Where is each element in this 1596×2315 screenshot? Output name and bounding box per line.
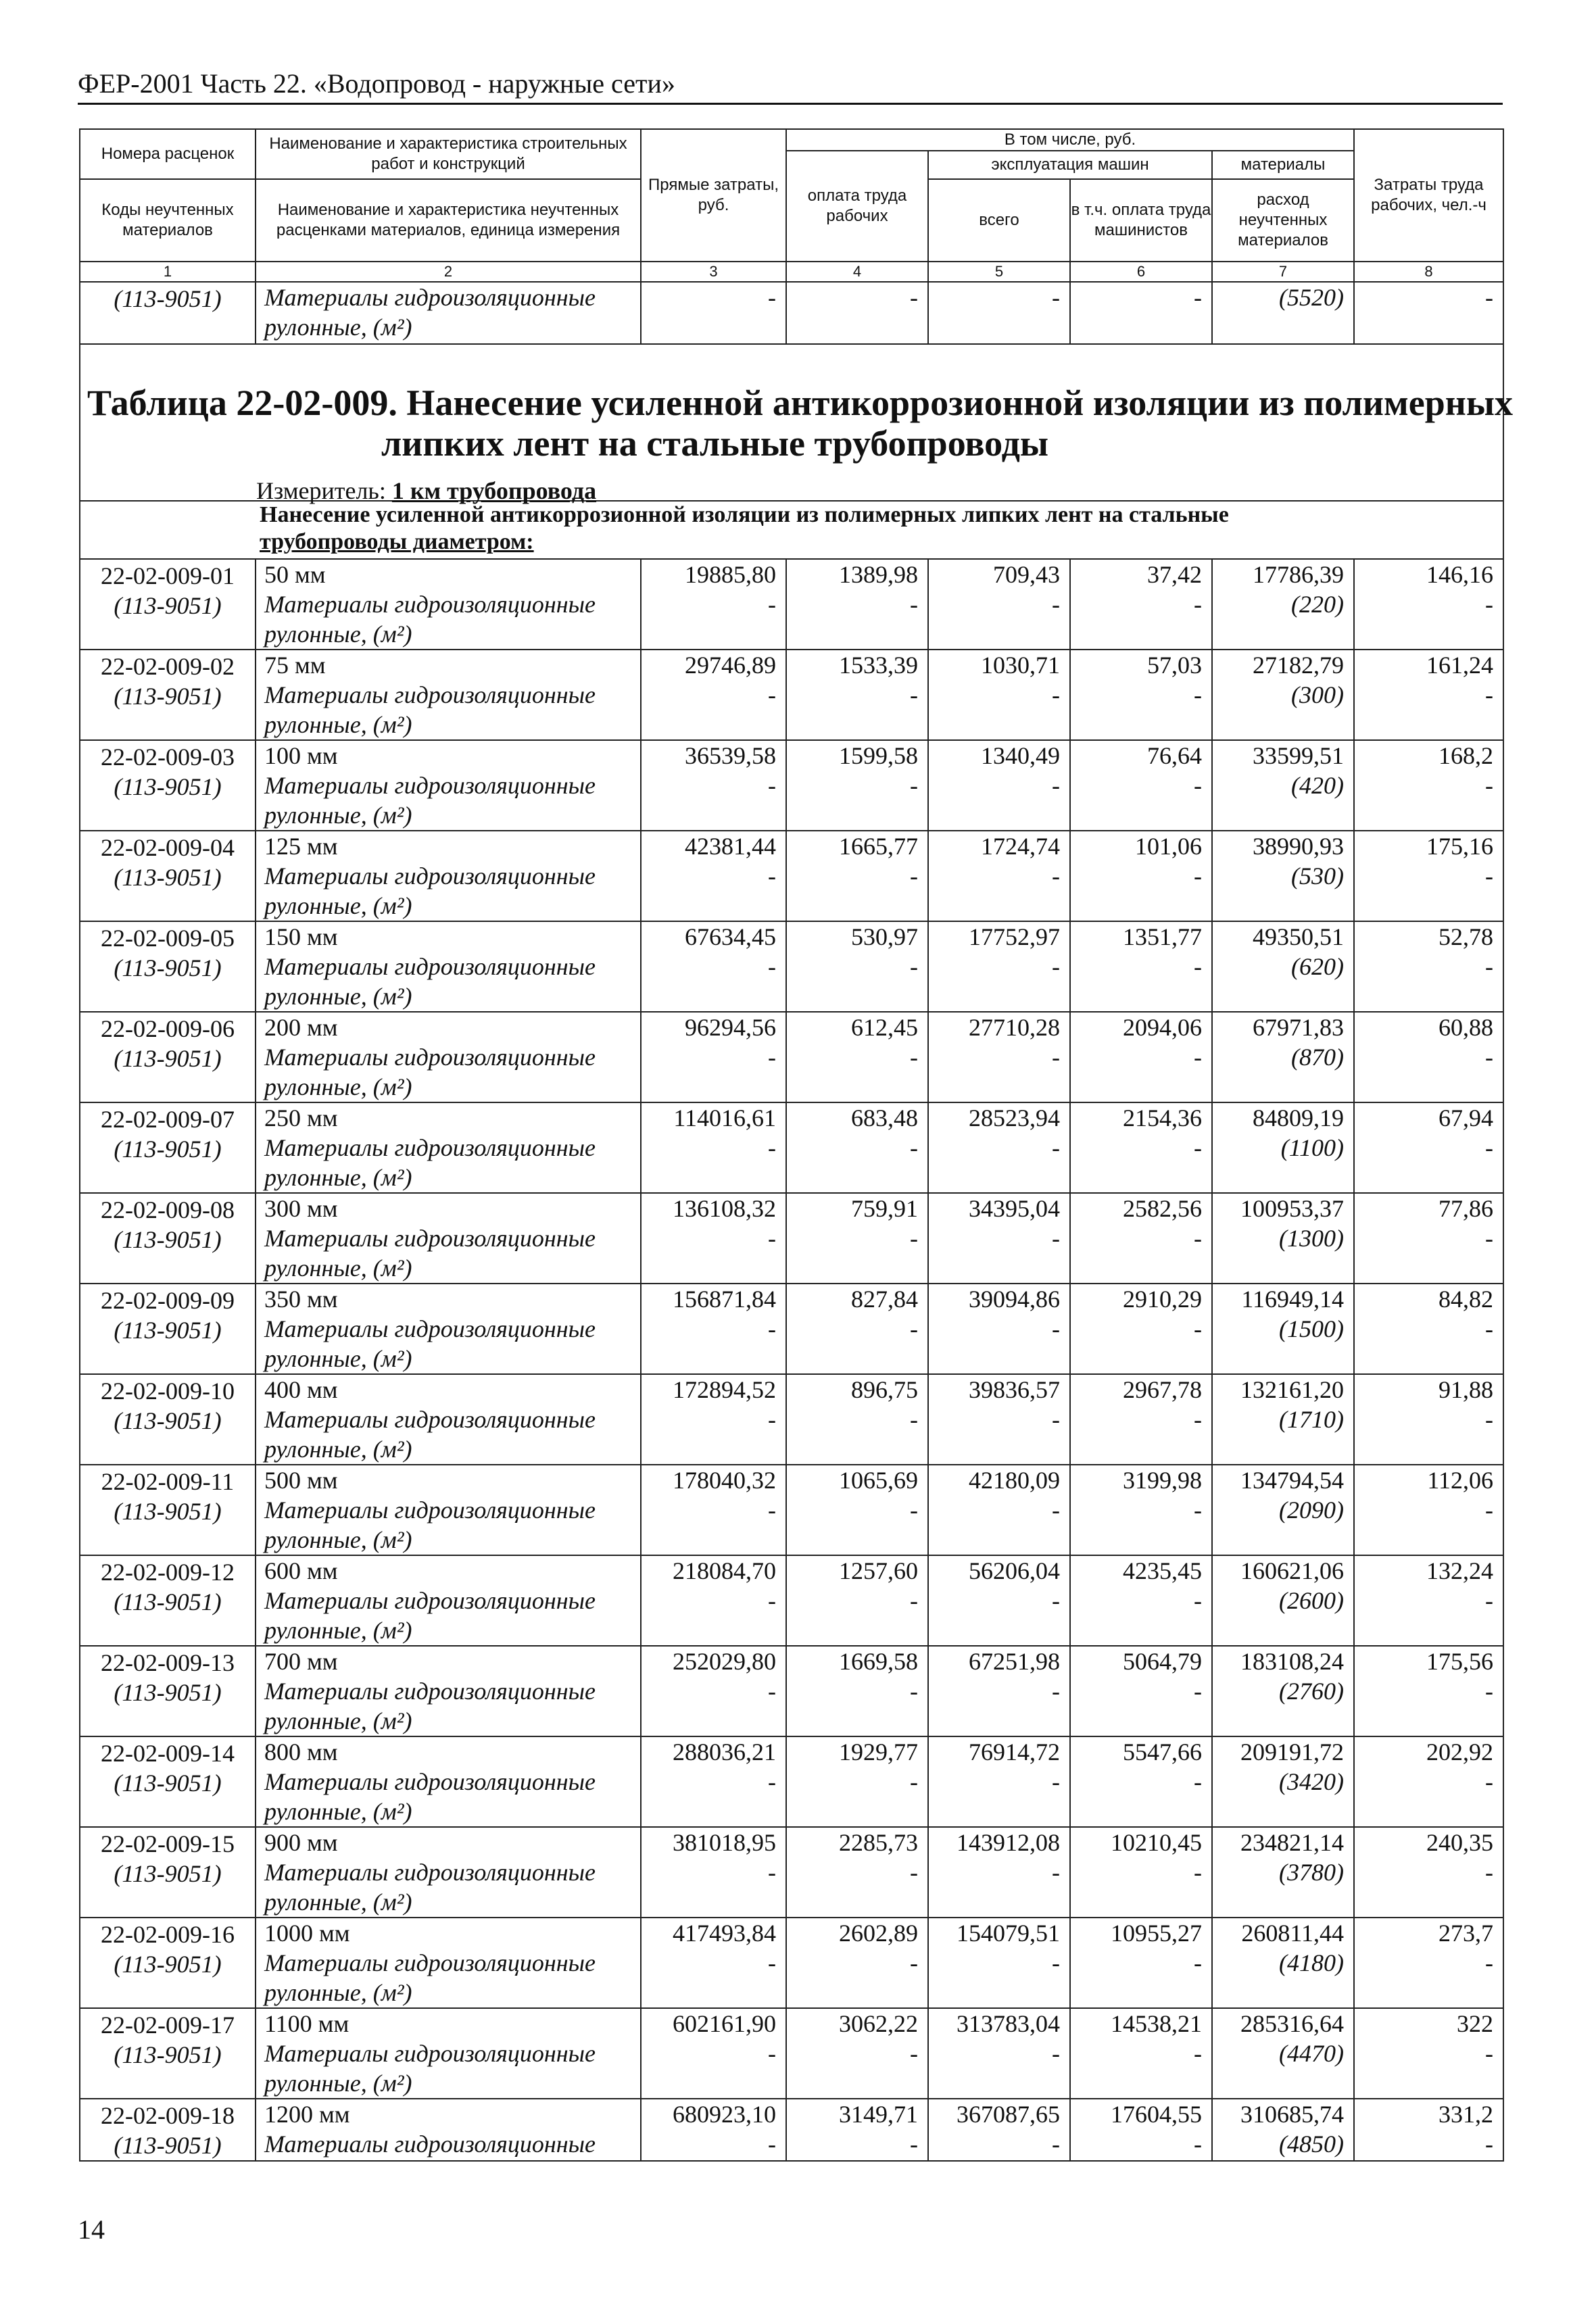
header-material-codes: Коды неучтенных материалов [80,179,256,262]
rate-code-cell [80,1102,256,1193]
table-header [80,129,1503,282]
header-machinists: в т.ч. оплата труда машинистов [1070,179,1212,262]
machines-total: 1030,71 - [928,650,1070,740]
labor-pay: 3062,22 - [786,2008,928,2099]
diameter: 1000 мм [264,1920,350,1947]
material-code: (113-9051) [114,1588,222,1615]
material-name: Материалы гидроизоляционные рулонные, (м²) [264,591,596,648]
material-code: (113-9051) [114,1045,222,1072]
machines-total: 367087,65 - [928,2099,1070,2161]
work-name-cell [256,1284,641,1374]
rate-code: 22-02-009-17 [101,2012,235,2039]
header-num: 7 [1212,262,1354,282]
table-title-cell [80,344,1514,504]
header-direct-costs: Прямые затраты, руб. [641,129,786,262]
rate-code: 22-02-009-05 [101,925,235,952]
work-name-cell [256,2099,641,2161]
material-quantity: (4470) [1279,2040,1345,2067]
material-quantity: (3420) [1279,1768,1345,1795]
material-code: (113-9051) [114,1226,222,1253]
machines-total: 143912,08 - [928,1827,1070,1918]
diameter: 1100 мм [264,2010,349,2037]
material-quantity: (2090) [1279,1496,1345,1524]
rate-code-cell [80,2008,256,2099]
material-code: (113-9051) [114,1679,222,1706]
labor-hours: 60,88 - [1354,1012,1503,1102]
machines-total: 313783,04 - [928,2008,1070,2099]
direct-costs: - [641,282,786,344]
labor-pay: 683,48 - [786,1102,928,1193]
table-row [80,1465,1503,1555]
materials-cost: 132161,20 (1710) [1212,1374,1354,1465]
rate-code-cell [80,650,256,740]
rate-code-cell [80,1736,256,1827]
header-num: 3 [641,262,786,282]
rate-code: 22-02-009-12 [101,1559,235,1586]
labor-pay: - [786,282,928,344]
material-quantity: (530) [1291,862,1345,890]
labor-hours: 112,06 - [1354,1465,1503,1555]
machinists-pay: 10955,27 - [1070,1918,1212,2008]
table-row [80,1102,1503,1193]
machinists-pay: 2094,06 - [1070,1012,1212,1102]
work-name-cell [256,1012,641,1102]
material-name: Материалы гидроизоляционные [264,2130,596,2158]
machines-total: 27710,28 - [928,1012,1070,1102]
materials-cost: 209191,72 (3420) [1212,1736,1354,1827]
material-name: Материалы гидроизоляционные рулонные, (м²) [264,1225,596,1282]
rate-code: 22-02-009-14 [101,1740,235,1767]
rate-code: 22-02-009-16 [101,1921,235,1948]
material-code: (113-9051) [114,1136,222,1163]
material-code: (113-9051) [114,2132,222,2159]
materials-cost: (5520) [1212,282,1354,344]
rate-code-cell [80,1555,256,1646]
direct-costs: 136108,32 - [641,1193,786,1284]
materials-cost: 234821,14 (3780) [1212,1827,1354,1918]
rate-code-cell [80,1193,256,1284]
machines-total: 709,43 - [928,559,1070,650]
labor-pay: 1065,69 - [786,1465,928,1555]
labor-pay: 896,75 - [786,1374,928,1465]
diameter: 150 мм [264,923,338,950]
rate-code-cell [80,740,256,831]
rate-code: 22-02-009-09 [101,1287,235,1314]
diameter: 75 мм [264,652,326,679]
header-including: В том числе, руб. [786,129,1354,151]
labor-pay: 1389,98 - [786,559,928,650]
material-name: Материалы гидроизоляционные рулонные, (м²) [264,1678,596,1734]
diameter: 500 мм [264,1467,338,1494]
machinists-pay: 57,03 - [1070,650,1212,740]
direct-costs: 417493,84 - [641,1918,786,2008]
direct-costs: 178040,32 - [641,1465,786,1555]
rate-code-cell [80,2099,256,2161]
measure-unit: Измеритель: 1 км трубопровода [256,477,597,504]
work-name-cell [256,1102,641,1193]
labor-hours: 331,2 - [1354,2099,1503,2161]
labor-hours: 146,16 - [1354,559,1503,650]
labor-pay: 3149,71 - [786,2099,928,2161]
table-row [80,2008,1503,2099]
header-num: 8 [1354,262,1503,282]
materials-cost: 38990,93 (530) [1212,831,1354,921]
machines-total: 34395,04 - [928,1193,1070,1284]
rate-code: 22-02-009-04 [101,834,235,861]
table-row [80,650,1503,740]
material-quantity: (420) [1291,772,1345,799]
table-row [80,1736,1503,1827]
machinists-pay: 14538,21 - [1070,2008,1212,2099]
work-name-cell [256,1193,641,1284]
materials-cost: 183108,24 (2760) [1212,1646,1354,1736]
materials-cost: 160621,06 (2600) [1212,1555,1354,1646]
work-name-cell [256,559,641,650]
direct-costs: 36539,58 - [641,740,786,831]
machinists-pay: 5547,66 - [1070,1736,1212,1827]
table-row [80,1555,1503,1646]
machinists-pay: 2910,29 - [1070,1284,1212,1374]
table-title: Таблица 22-02-009. Нанесение усиленной антикоррозионной изоляции из полимерных [87,383,1514,423]
labor-hours: 132,24 - [1354,1555,1503,1646]
work-name-cell [256,921,641,1012]
header-num: 4 [786,262,928,282]
material-code: (113-9051) [114,1407,222,1434]
machinists-pay: - [1070,282,1212,344]
material-name: Материалы гидроизоляционные рулонные, (м²) [264,1315,596,1372]
material-name: Материалы гидроизоляционные рулонные, (м²) [264,1496,596,1553]
table-row [80,1827,1503,1918]
material-name: Материалы гидроизоляционные рулонные, (м²) [264,953,596,1010]
machines-total: 39094,86 - [928,1284,1070,1374]
header-rule [78,103,1503,105]
materials-cost: 17786,39 (220) [1212,559,1354,650]
material-quantity: (4850) [1279,2130,1345,2158]
table-row [80,921,1503,1012]
rate-code: 22-02-009-13 [101,1649,235,1676]
material-code: (113-9051) [114,683,222,710]
rate-code: 22-02-009-03 [101,744,235,771]
direct-costs: 172894,52 - [641,1374,786,1465]
material-code: (113-9051) [114,1951,222,1978]
labor-pay: 827,84 - [786,1284,928,1374]
table-row [80,740,1503,831]
material-name: Материалы гидроизоляционные рулонные, (м²) [264,1587,596,1644]
header-work-name: Наименование и характеристика строительных работ и конструкций [256,129,641,179]
table-row [80,1918,1503,2008]
header-num: 1 [80,262,256,282]
work-name-cell [256,1827,641,1918]
rates-table [79,128,1514,2162]
material-quantity: (4180) [1279,1949,1345,1976]
direct-costs: 67634,45 - [641,921,786,1012]
material-quantity: (2760) [1279,1678,1345,1705]
direct-costs: 29746,89 - [641,650,786,740]
labor-pay: 1665,77 - [786,831,928,921]
page-number: 14 [78,2214,105,2245]
materials-cost: 67971,83 (870) [1212,1012,1354,1102]
rate-code-cell [80,1012,256,1102]
diameter: 300 мм [264,1195,338,1222]
material-quantity: (300) [1291,681,1345,708]
material-code: (113-9051) [114,1317,222,1344]
rate-code: 22-02-009-10 [101,1378,235,1405]
direct-costs: 288036,21 - [641,1736,786,1827]
running-head: ФЕР-2001 Часть 22. «Водопровод - наружные сети» [78,68,675,99]
material-name: Материалы гидроизоляционные рулонные, (м²) [256,282,641,344]
machines-total: - [928,282,1070,344]
material-name: Материалы гидроизоляционные рулонные, (м²) [264,1768,596,1825]
material-name: Материалы гидроизоляционные рулонные, (м²) [264,1949,596,2006]
rate-code-cell [80,1465,256,1555]
rate-code: 22-02-009-06 [101,1015,235,1042]
work-name-cell [256,831,641,921]
group-heading: Нанесение усиленной антикоррозионной изоляции из полимерных липких лент на стальные трубопроводы диаметром: [80,501,1503,559]
labor-hours: 175,56 - [1354,1646,1503,1736]
material-code: (113-9051) [114,2041,222,2068]
header-labor-cost: Затраты труда рабочих, чел.-ч [1354,129,1503,262]
materials-cost: 116949,14 (1500) [1212,1284,1354,1374]
material-quantity: (3780) [1279,1859,1345,1886]
material-quantity: (870) [1291,1044,1345,1071]
work-name-cell [256,1555,641,1646]
labor-hours: 52,78 - [1354,921,1503,1012]
table-row [80,1193,1503,1284]
diameter: 350 мм [264,1286,338,1313]
material-quantity: (620) [1291,953,1345,980]
machines-total: 42180,09 - [928,1465,1070,1555]
material-code: (113-9051) [114,773,222,800]
rate-code: 22-02-009-02 [101,653,235,680]
machines-total: 76914,72 - [928,1736,1070,1827]
machinists-pay: 2967,78 - [1070,1374,1212,1465]
table-row [80,2099,1503,2161]
direct-costs: 114016,61 - [641,1102,786,1193]
labor-hours: 202,92 - [1354,1736,1503,1827]
machinists-pay: 10210,45 - [1070,1827,1212,1918]
material-code: (113-9051) [114,1770,222,1797]
machinists-pay: 37,42 - [1070,559,1212,650]
machines-total: 1724,74 - [928,831,1070,921]
work-name-cell [256,650,641,740]
header-rate-numbers: Номера расценок [80,129,256,179]
machinists-pay: 17604,55 - [1070,2099,1212,2161]
labor-pay: 2602,89 - [786,1918,928,2008]
machinists-pay: 2154,36 - [1070,1102,1212,1193]
labor-hours: 240,35 - [1354,1827,1503,1918]
work-name-cell [256,1465,641,1555]
material-code: (113-9051) [80,282,256,344]
materials-cost: 285316,64 (4470) [1212,2008,1354,2099]
diameter: 900 мм [264,1829,338,1856]
labor-pay: 1669,58 - [786,1646,928,1736]
materials-cost: 33599,51 (420) [1212,740,1354,831]
machines-total: 67251,98 - [928,1646,1070,1736]
diameter: 1200 мм [264,2101,350,2128]
material-code: (113-9051) [114,1498,222,1525]
table-row [80,831,1503,921]
header-labor-pay: оплата труда рабочих [786,151,928,262]
group-heading-row [80,501,1503,559]
labor-hours: 91,88 - [1354,1374,1503,1465]
table-row [80,1012,1503,1102]
machines-total: 154079,51 - [928,1918,1070,2008]
machines-total: 28523,94 - [928,1102,1070,1193]
material-quantity: (1100) [1280,1134,1345,1161]
direct-costs: 42381,44 - [641,831,786,921]
direct-costs: 602161,90 - [641,2008,786,2099]
direct-costs: 680923,10 - [641,2099,786,2161]
work-name-cell [256,740,641,831]
direct-costs: 156871,84 - [641,1284,786,1374]
material-name: Материалы гидроизоляционные рулонные, (м²) [264,862,596,919]
diameter: 700 мм [264,1648,338,1675]
diameter: 200 мм [264,1014,338,1041]
material-code: (113-9051) [114,1860,222,1887]
diameter: 400 мм [264,1376,338,1403]
rate-code-cell [80,1918,256,2008]
machinists-pay: 3199,98 - [1070,1465,1212,1555]
material-quantity: (220) [1291,591,1345,618]
rate-code-cell [80,831,256,921]
material-name: Материалы гидроизоляционные рулонные, (м²) [264,1044,596,1100]
rate-code-cell [80,1646,256,1736]
machinists-pay: 76,64 - [1070,740,1212,831]
labor-pay: 1929,77 - [786,1736,928,1827]
header-num: 6 [1070,262,1212,282]
rate-code-cell [80,559,256,650]
labor-pay: 2285,73 - [786,1827,928,1918]
work-name-cell [256,1918,641,2008]
materials-cost: 84809,19 (1100) [1212,1102,1354,1193]
material-quantity: (1500) [1279,1315,1345,1342]
rate-code: 22-02-009-01 [101,562,235,589]
work-name-cell [256,2008,641,2099]
diameter: 100 мм [264,742,338,769]
rate-code-cell [80,921,256,1012]
diameter: 250 мм [264,1104,338,1131]
direct-costs: 218084,70 - [641,1555,786,1646]
materials-cost: 49350,51 (620) [1212,921,1354,1012]
header-materials: материалы [1212,151,1354,179]
header-materials-use: расход неучтенных материалов [1212,179,1354,262]
rate-code: 22-02-009-15 [101,1830,235,1857]
direct-costs: 252029,80 - [641,1646,786,1736]
labor-hours: 322 - [1354,2008,1503,2099]
rate-code-cell [80,1827,256,1918]
diameter: 50 мм [264,561,326,588]
machinists-pay: 1351,77 - [1070,921,1212,1012]
header-material-names: Наименование и характеристика неучтенных расценками материалов, единица измерения [256,179,641,262]
rate-code: 22-02-009-18 [101,2102,235,2129]
machines-total: 39836,57 - [928,1374,1070,1465]
material-quantity: (2600) [1279,1587,1345,1614]
pre-table-row [80,282,1503,344]
work-name-cell [256,1374,641,1465]
material-name: Материалы гидроизоляционные рулонные, (м²) [264,1859,596,1916]
table-title-row [80,344,1503,501]
materials-cost: 134794,54 (2090) [1212,1465,1354,1555]
header-machines: эксплуатация машин [928,151,1212,179]
header-num: 2 [256,262,641,282]
material-name: Материалы гидроизоляционные рулонные, (м²) [264,1406,596,1463]
material-code: (113-9051) [114,592,222,619]
labor-pay: 1599,58 - [786,740,928,831]
labor-pay: 530,97 - [786,921,928,1012]
materials-cost: 260811,44 (4180) [1212,1918,1354,2008]
materials-cost: 27182,79 (300) [1212,650,1354,740]
machinists-pay: 101,06 - [1070,831,1212,921]
material-name: Материалы гидроизоляционные рулонные, (м²) [264,681,596,738]
material-name: Материалы гидроизоляционные рулонные, (м²) [264,772,596,829]
labor-pay: 612,45 - [786,1012,928,1102]
header-num: 5 [928,262,1070,282]
labor-hours: 84,82 - [1354,1284,1503,1374]
labor-hours: 175,16 - [1354,831,1503,921]
direct-costs: 96294,56 - [641,1012,786,1102]
labor-pay: 1257,60 - [786,1555,928,1646]
labor-hours: 67,94 - [1354,1102,1503,1193]
machines-total: 17752,97 - [928,921,1070,1012]
work-name-cell [256,1646,641,1736]
table-row [80,1374,1503,1465]
table-title-continued: липких лент на стальные трубопроводы [381,423,1049,464]
rate-code: 22-02-009-08 [101,1196,235,1223]
material-quantity: (1710) [1279,1406,1345,1433]
rate-code-cell [80,1374,256,1465]
header-machines-total: всего [928,179,1070,262]
labor-hours: 161,24 - [1354,650,1503,740]
table-row [80,1284,1503,1374]
table-row [80,1646,1503,1736]
machinists-pay: 5064,79 - [1070,1646,1212,1736]
materials-cost: 100953,37 (1300) [1212,1193,1354,1284]
machinists-pay: 2582,56 - [1070,1193,1212,1284]
labor-hours: 273,7 - [1354,1918,1503,2008]
labor-hours: 77,86 - [1354,1193,1503,1284]
rate-code: 22-02-009-07 [101,1106,235,1133]
machines-total: 56206,04 - [928,1555,1070,1646]
direct-costs: 381018,95 - [641,1827,786,1918]
labor-hours: 168,2 - [1354,740,1503,831]
material-quantity: (1300) [1279,1225,1345,1252]
table-body [80,282,1514,2161]
labor-hours: - [1354,282,1503,344]
material-code: (113-9051) [114,864,222,891]
materials-cost: 310685,74 (4850) [1212,2099,1354,2161]
machines-total: 1340,49 - [928,740,1070,831]
material-name: Материалы гидроизоляционные рулонные, (м²) [264,1134,596,1191]
diameter: 600 мм [264,1557,338,1584]
diameter: 800 мм [264,1738,338,1765]
labor-pay: 1533,39 - [786,650,928,740]
rate-code: 22-02-009-11 [101,1468,235,1495]
machinists-pay: 4235,45 - [1070,1555,1212,1646]
diameter: 125 мм [264,833,338,860]
material-code: (113-9051) [114,954,222,981]
labor-pay: 759,91 - [786,1193,928,1284]
material-name: Материалы гидроизоляционные рулонные, (м²) [264,2040,596,2097]
table-row [80,559,1503,650]
rates-table-wrap [79,128,1514,2162]
rate-code-cell [80,1284,256,1374]
work-name-cell [256,1736,641,1827]
direct-costs: 19885,80 - [641,559,786,650]
